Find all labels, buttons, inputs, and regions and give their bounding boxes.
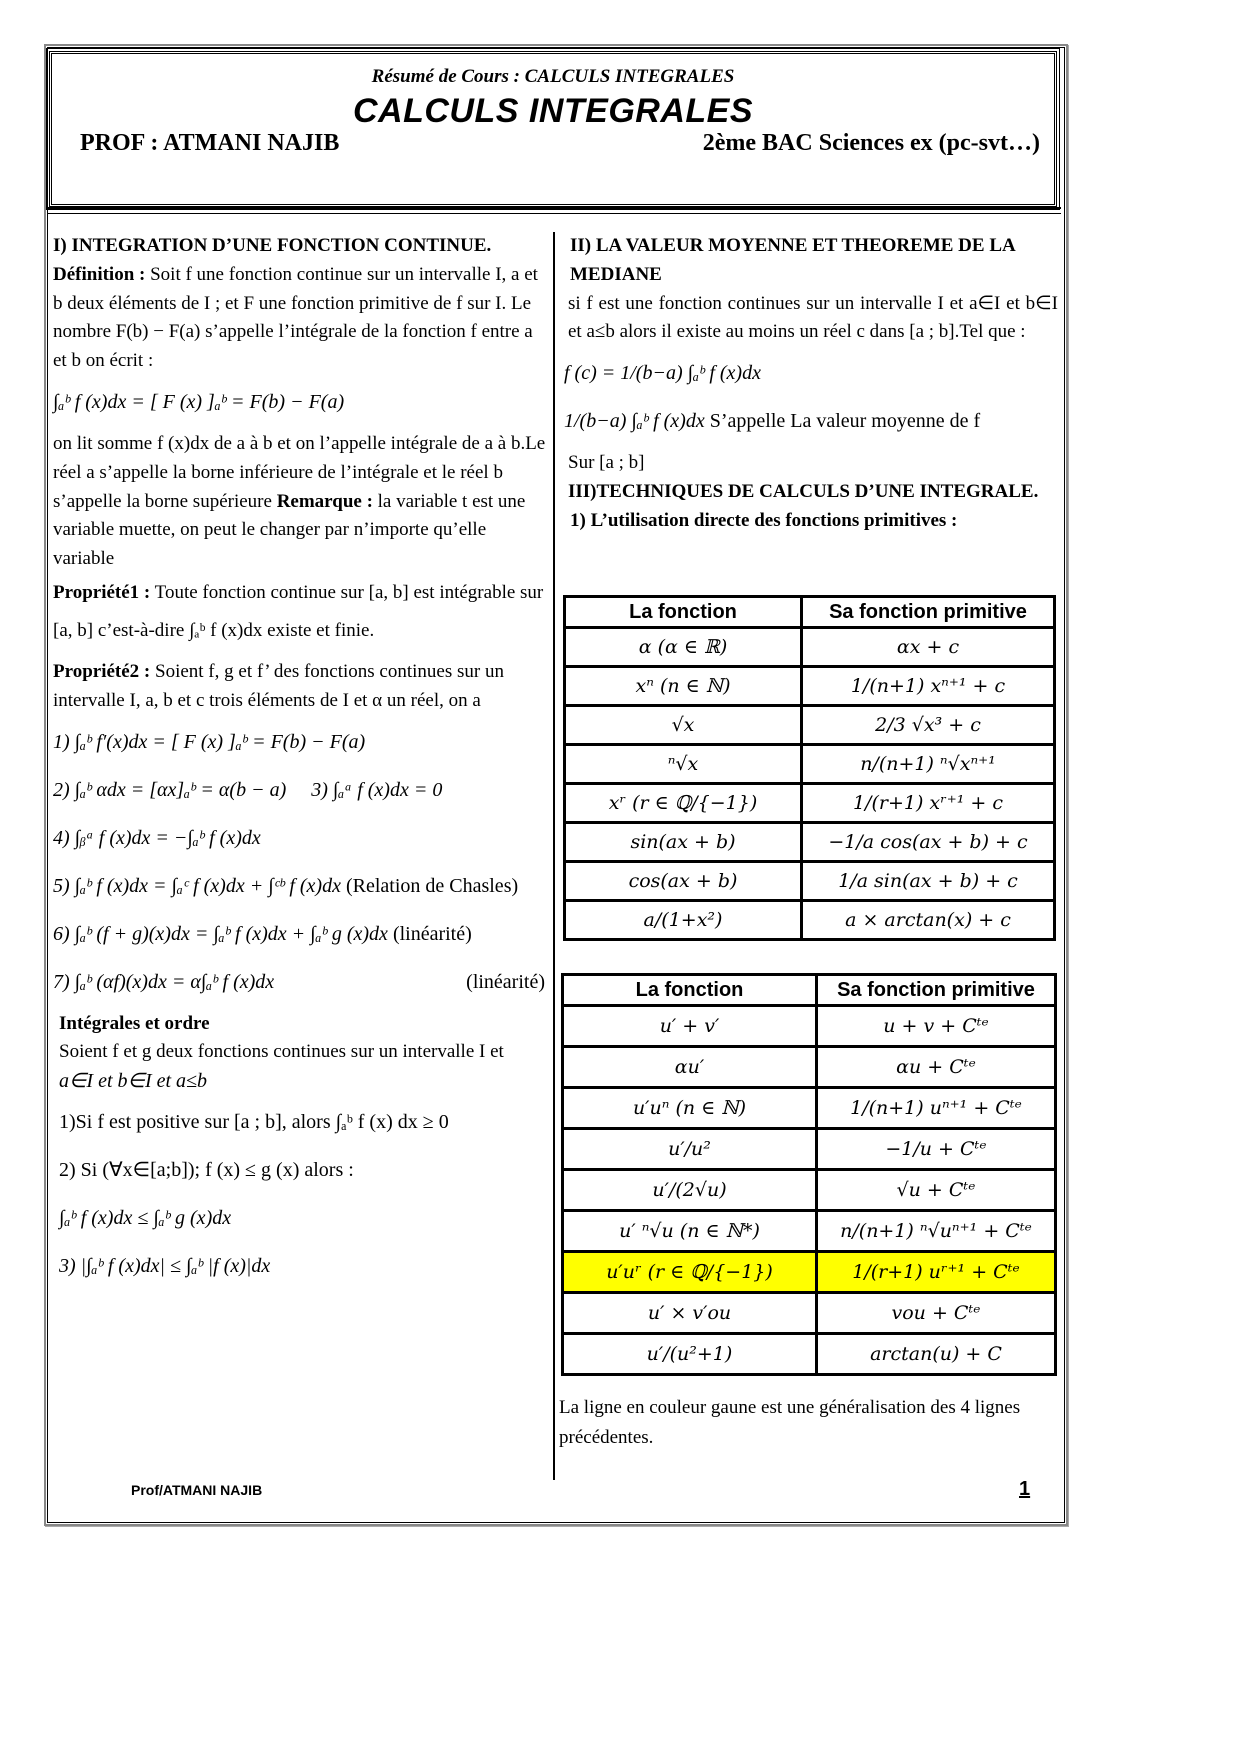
table-row bbox=[565, 784, 1055, 823]
order-title: Intégrales et ordre bbox=[59, 1012, 210, 1034]
table-cell-primitive: −1/u + Cᵗᵉ bbox=[817, 1129, 1056, 1170]
property-item-5: 5) ∫ₐᵇ f (x)dx = ∫ₐᶜ f (x)dx + ∫ᶜᵇ f (x)dx bbox=[53, 874, 341, 897]
table-row bbox=[565, 706, 1055, 745]
table-row bbox=[565, 901, 1055, 940]
property-1 bbox=[53, 574, 549, 650]
table-header-function: La fonction bbox=[563, 975, 817, 1006]
primitives-table-basic bbox=[563, 595, 1056, 941]
order-item-3: 3) |∫ₐᵇ f (x)dx| ≤ ∫ₐᵇ |f (x)|dx bbox=[59, 1254, 271, 1277]
property-item-6-row bbox=[53, 914, 549, 954]
table-header-row bbox=[563, 975, 1056, 1006]
table-row bbox=[563, 1334, 1056, 1375]
highlight-note: La ligne en couleur gaune est une généralisation des 4 lignes précédentes. bbox=[559, 1397, 1021, 1448]
table-row bbox=[563, 1047, 1056, 1088]
section-2-text: si f est une fonction continues sur un intervalle I et a∈I et b∈I et a≤b alors il existe au moins un réel c dans [a ; b].Tel que : bbox=[568, 292, 1058, 343]
order-item-2: 2) Si (∀x∈[a;b]); f (x) ≤ g (x) alors : bbox=[59, 1158, 354, 1181]
table-row bbox=[563, 1293, 1056, 1334]
reading-paragraph bbox=[53, 430, 549, 574]
left-column bbox=[53, 232, 549, 1294]
table-row bbox=[565, 745, 1055, 784]
linearity-note-6: (linéarité) bbox=[392, 922, 472, 945]
table-row-highlighted bbox=[563, 1252, 1056, 1293]
table-row bbox=[563, 1170, 1056, 1211]
section-2-title: II) LA VALEUR MOYENNE ET THEOREME DE LA MEDIANE bbox=[570, 235, 1015, 285]
table-cell-function: u′uʳ (r ∈ ℚ/{−1}) bbox=[563, 1252, 817, 1293]
table-row bbox=[563, 1006, 1056, 1047]
property-item-6: 6) ∫ₐᵇ (f + g)(x)dx = ∫ₐᵇ f (x)dx + ∫ₐᵇ g (x)dx bbox=[53, 922, 388, 945]
table-cell-function: u′/u² bbox=[563, 1129, 817, 1170]
reading-text: on lit somme f (x)dx de a à b et on l’appelle intégrale de a à b.Le réel a s’appelle la borne inférieure de l’intégrale et le réel b s’appelle la borne supérieure bbox=[53, 432, 546, 512]
table-row bbox=[565, 823, 1055, 862]
header-subtitle: Résumé de Cours : CALCULS INTEGRALES bbox=[371, 66, 735, 87]
property-items-2-3 bbox=[53, 770, 549, 810]
table-cell-primitive: a × arctan(x) + c bbox=[802, 901, 1055, 940]
table-row bbox=[563, 1088, 1056, 1129]
table-header-primitive: Sa fonction primitive bbox=[817, 975, 1056, 1006]
table-cell-function: a/(1+x²) bbox=[565, 901, 802, 940]
property-item-1: 1) ∫ₐᵇ f′(x)dx = [ F (x) ]ₐᵇ = F(b) − F(a) bbox=[53, 730, 366, 753]
table-cell-primitive: 1/(r+1) uʳ⁺¹ + Cᵗᵉ bbox=[817, 1252, 1056, 1293]
table-cell-function: xʳ (r ∈ ℚ/{−1}) bbox=[565, 784, 802, 823]
table-cell-primitive: n/(n+1) ⁿ√uⁿ⁺¹ + Cᵗᵉ bbox=[817, 1211, 1056, 1252]
table-cell-function: u′ + v′ bbox=[563, 1006, 817, 1047]
table-cell-function: α (α ∈ ℝ) bbox=[565, 628, 802, 667]
table-header-row bbox=[565, 597, 1055, 628]
header-author: PROF : ATMANI NAJIB bbox=[80, 130, 340, 156]
table-cell-function: xⁿ (n ∈ ℕ) bbox=[565, 667, 802, 706]
property-item-3: 3) ∫ₐᵃ f (x)dx = 0 bbox=[311, 778, 443, 801]
mean-value-row bbox=[564, 401, 1058, 441]
property-item-7: 7) ∫ₐᵇ (αf)(x)dx = α∫ₐᵇ f (x)dx bbox=[53, 970, 275, 993]
table-cell-primitive: 1/(n+1) xⁿ⁺¹ + c bbox=[802, 667, 1055, 706]
table-cell-function: u′ × v′ou bbox=[563, 1293, 817, 1334]
table-cell-primitive: αx + c bbox=[802, 628, 1055, 667]
table-row bbox=[565, 667, 1055, 706]
primitives-table-composite bbox=[561, 973, 1057, 1376]
table-cell-primitive: arctan(u) + C bbox=[817, 1334, 1056, 1375]
order-item-2-inequality: ∫ₐᵇ f (x)dx ≤ ∫ₐᵇ g (x)dx bbox=[59, 1206, 232, 1229]
table-cell-primitive: n/(n+1) ⁿ√xⁿ⁺¹ bbox=[802, 745, 1055, 784]
section-2-equation: f (c) = 1/(b−a) ∫ₐᵇ f (x)dx bbox=[564, 362, 761, 385]
column-divider bbox=[553, 232, 555, 1480]
table-row bbox=[565, 628, 1055, 667]
property-2-label: Propriété2 : bbox=[53, 660, 151, 682]
table-cell-primitive: u + v + Cᵗᵉ bbox=[817, 1006, 1056, 1047]
order-section bbox=[53, 1010, 549, 1286]
remark-text: la variable t est une variable muette, on peut le changer par n’importe qu’elle variable bbox=[53, 490, 526, 570]
table-cell-primitive: αu + Cᵗᵉ bbox=[817, 1047, 1056, 1088]
section-3-title: III)TECHNIQUES DE CALCULS D’UNE INTEGRALE. bbox=[568, 480, 1039, 502]
remark-label: Remarque : bbox=[276, 490, 373, 512]
property-item-4: 4) ∫ᵦᵃ f (x)dx = −∫ₐᵇ f (x)dx bbox=[53, 826, 261, 849]
table-cell-function: cos(ax + b) bbox=[565, 862, 802, 901]
table-cell-function: ⁿ√x bbox=[565, 745, 802, 784]
mean-value-interval: Sur [a ; b] bbox=[568, 452, 645, 474]
table-cell-function: √x bbox=[565, 706, 802, 745]
subsection-1-title: 1) L’utilisation directe des fonctions primitives : bbox=[570, 509, 958, 531]
property-1-text: Toute fonction continue sur [a, b] est intégrable sur [a, b] c’est-à-dire ∫ₐᵇ f (x)dx existe et finie. bbox=[53, 581, 544, 641]
property-item-5-row bbox=[53, 866, 549, 906]
header-title: CALCULS INTEGRALES bbox=[353, 92, 753, 130]
definition-text: Soit f une fonction continue sur un intervalle I, a et b deux éléments de I ; et F une fonction primitive de f sur I. Le nombre F(b) − F(a) s’appelle l’intégrale de la fonction f entre a et b on écrit : bbox=[53, 263, 538, 372]
table-row bbox=[565, 862, 1055, 901]
table-cell-function: αu′ bbox=[563, 1047, 817, 1088]
table-cell-function: sin(ax + b) bbox=[565, 823, 802, 862]
footer-author: Prof/ATMANI NAJIB bbox=[131, 1482, 263, 1498]
document-header bbox=[49, 51, 1057, 207]
table-header-primitive: Sa fonction primitive bbox=[802, 597, 1055, 628]
header-divider bbox=[47, 207, 1061, 214]
order-item-1: 1)Si f est positive sur [a ; b], alors ∫ₐᵇ f (x) dx ≥ 0 bbox=[59, 1110, 449, 1133]
header-level: 2ème BAC Sciences ex (pc-svt…) bbox=[702, 130, 1040, 156]
property-item-7-row bbox=[53, 962, 549, 1002]
linearity-note-7: (linéarité) bbox=[466, 970, 545, 993]
property-item-2: 2) ∫ₐᵇ αdx = [αx]ₐᵇ = α(b − a) bbox=[53, 778, 287, 801]
property-2-text: Soient f, g et f’ des fonctions continues sur un intervalle I, a, b et c trois éléments de I et α un réel, on a bbox=[53, 660, 504, 711]
order-condition: a∈I et b∈I et a≤b bbox=[59, 1070, 208, 1093]
table-cell-primitive: 1/(r+1) xʳ⁺¹ + c bbox=[802, 784, 1055, 823]
table-row bbox=[563, 1129, 1056, 1170]
right-column bbox=[564, 232, 1058, 536]
definition-equation: ∫ₐᵇ f (x)dx = [ F (x) ]ₐᵇ = F(b) − F(a) bbox=[53, 390, 345, 413]
order-intro: Soient f et g deux fonctions continues sur un intervalle I et bbox=[59, 1041, 504, 1063]
table-cell-function: u′ ⁿ√u (n ∈ ℕ*) bbox=[563, 1211, 817, 1252]
definition-label: Définition : bbox=[53, 263, 146, 285]
table-cell-primitive: √u + Cᵗᵉ bbox=[817, 1170, 1056, 1211]
mean-value-text: S’appelle La valeur moyenne de f bbox=[709, 410, 981, 433]
section-1-title: I) INTEGRATION D’UNE FONCTION CONTINUE. bbox=[53, 235, 492, 256]
chasles-note: (Relation de Chasles) bbox=[345, 874, 519, 897]
table-cell-function: u′/(u²+1) bbox=[563, 1334, 817, 1375]
property-1-label: Propriété1 : bbox=[53, 581, 151, 603]
table-cell-function: u′uⁿ (n ∈ ℕ) bbox=[563, 1088, 817, 1129]
table-header-function: La fonction bbox=[565, 597, 802, 628]
table-cell-primitive: −1/a cos(ax + b) + c bbox=[802, 823, 1055, 862]
property-2 bbox=[53, 658, 549, 716]
table-cell-primitive: 2/3 √x³ + c bbox=[802, 706, 1055, 745]
mean-value-equation: 1/(b−a) ∫ₐᵇ f (x)dx bbox=[564, 410, 705, 433]
table-row bbox=[563, 1211, 1056, 1252]
table-cell-primitive: vou + Cᵗᵉ bbox=[817, 1293, 1056, 1334]
page-number: 1 bbox=[1019, 1478, 1031, 1500]
table-cell-primitive: 1/(n+1) uⁿ⁺¹ + Cᵗᵉ bbox=[817, 1088, 1056, 1129]
definition-paragraph bbox=[53, 261, 549, 376]
table-cell-primitive: 1/a sin(ax + b) + c bbox=[802, 862, 1055, 901]
table-cell-function: u′/(2√u) bbox=[563, 1170, 817, 1211]
